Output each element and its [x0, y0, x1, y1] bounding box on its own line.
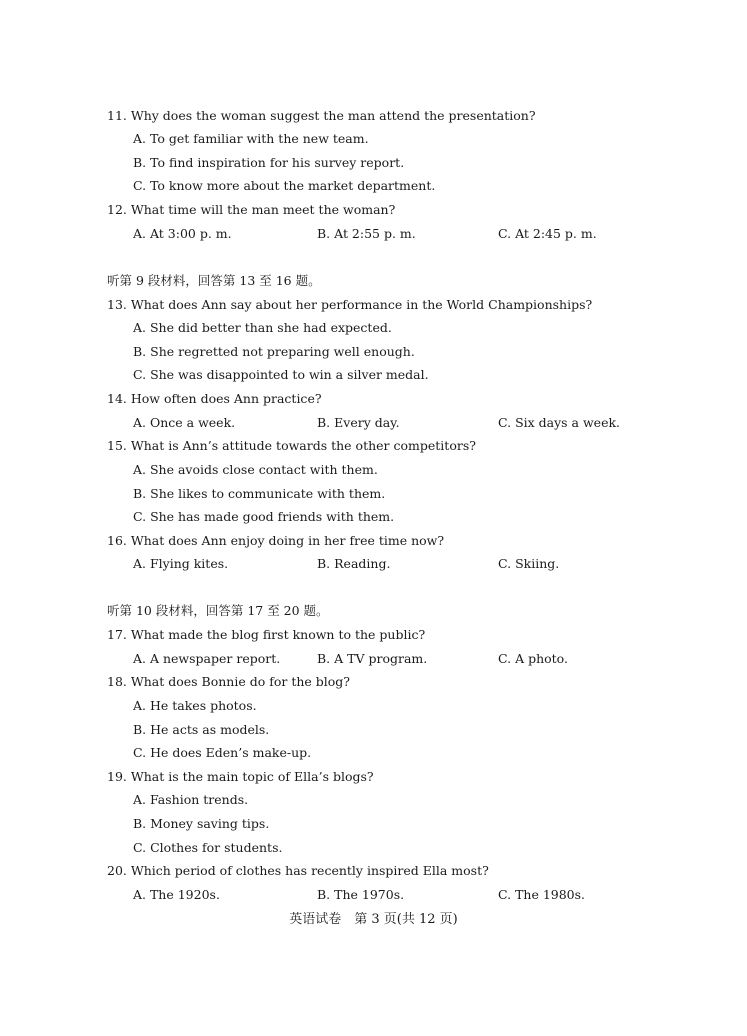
option: B. At 2:55 p. m. [317, 226, 416, 241]
option: C. Six days a week. [498, 415, 621, 430]
option: C. A photo. [498, 651, 568, 666]
option: C. The 1980s. [498, 887, 586, 902]
option: C. Clothes for students. [133, 840, 283, 855]
question-12: 12. What time will the man meet the woman? [107, 202, 396, 217]
question-19: 19. What is the main topic of Ella’s blogs? [107, 769, 374, 784]
option: A. Once a week. [133, 415, 236, 430]
option: C. At 2:45 p. m. [498, 226, 597, 241]
section-heading: 听第 9 段材料，回答第 13 至 16 题。 [107, 273, 321, 288]
option: B. Money saving tips. [133, 816, 270, 831]
question-20: 20. Which period of clothes has recently inspired Ella most? [107, 863, 489, 878]
option: A. A newspaper report. [133, 651, 281, 666]
option: B. She likes to communicate with them. [133, 486, 386, 501]
page-footer: 英语试卷 第 3 页(共 12 页) [289, 912, 458, 927]
question-11: 11. Why does the woman suggest the man attend the presentation? [107, 108, 536, 123]
option: B. She regretted not preparing well enough. [133, 344, 415, 359]
question-13: 13. What does Ann say about her performance in the World Championships? [107, 297, 593, 312]
option: A. She did better than she had expected. [133, 320, 392, 335]
option: A. To get familiar with the new team. [133, 131, 369, 146]
question-16: 16. What does Ann enjoy doing in her free time now? [107, 533, 445, 548]
option: B. The 1970s. [317, 887, 405, 902]
option: A. She avoids close contact with them. [133, 462, 378, 477]
option: A. Flying kites. [133, 556, 229, 571]
option: A. He takes photos. [133, 698, 257, 713]
option: B. To find inspiration for his survey report. [133, 155, 405, 170]
question-14: 14. How often does Ann practice? [107, 391, 322, 406]
question-17: 17. What made the blog first known to the public? [107, 627, 426, 642]
section-heading: 听第 10 段材料，回答第 17 至 20 题。 [107, 603, 329, 618]
option: C. She has made good friends with them. [133, 509, 395, 524]
option: B. Every day. [317, 415, 400, 430]
question-15: 15. What is Ann’s attitude towards the other competitors? [107, 438, 476, 453]
option: B. A TV program. [317, 651, 428, 666]
option: A. At 3:00 p. m. [133, 226, 232, 241]
option: C. To know more about the market department. [133, 178, 436, 193]
option: C. Skiing. [498, 556, 560, 571]
option: B. Reading. [317, 556, 391, 571]
option: A. Fashion trends. [133, 792, 249, 807]
option: C. She was disappointed to win a silver medal. [133, 367, 429, 382]
option: B. He acts as models. [133, 722, 270, 737]
option: C. He does Eden’s make-up. [133, 745, 312, 760]
option: A. The 1920s. [133, 887, 220, 902]
question-18: 18. What does Bonnie do for the blog? [107, 674, 350, 689]
